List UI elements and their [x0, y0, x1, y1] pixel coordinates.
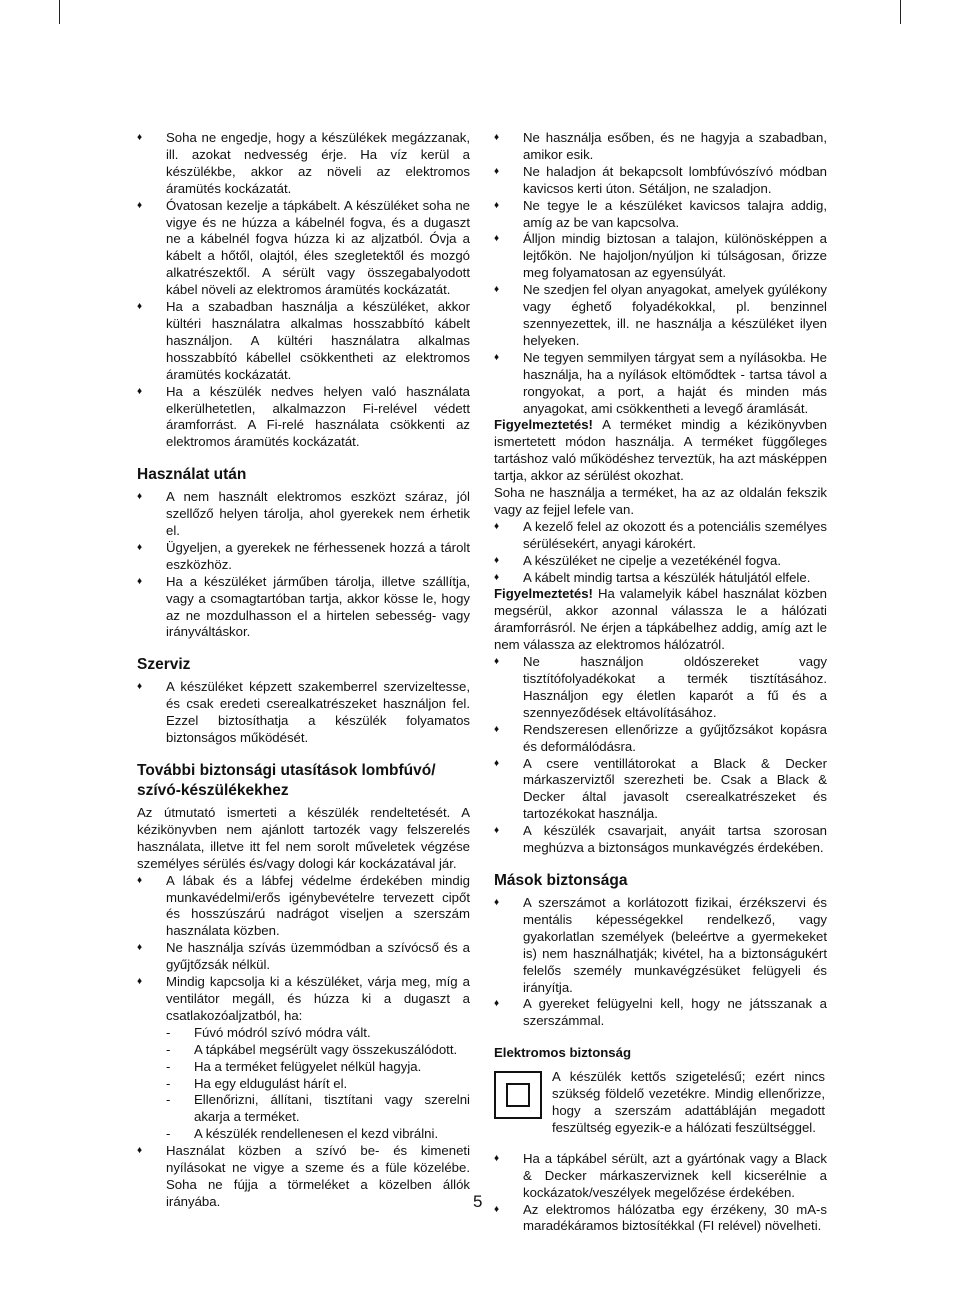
list-item: ♦ Ha a szabadban használja a készüléket, akkor kültéri használatra alkalmas hosszabbító kábelt használjon. A kültéri használatra alkalmas hosszabbító kábellel csökkentheti az elektromos áramütés kockázatát.: [137, 299, 470, 382]
bullet-icon: ♦: [137, 132, 143, 143]
list-item: ♦ Álljon mindig biztosan a talajon, különösképpen a lejtőkön. Ne hajoljon/nyúljon ki túlságosan, őrizze meg folyamatosan az egyensúlyát.: [494, 231, 827, 281]
bullet-icon: ♦: [137, 1145, 143, 1157]
warning-label: Figyelmeztetés!: [494, 586, 593, 602]
list-item: ♦ Óvatosan kezelje a tápkábelt. A készüléket soha ne vigye és ne húzza a kábelnél fogva, és a dugaszt ne a kábelnél fogva húzza ki az aljzatból. Óvja a kábelt a hőtől, olajtól, éles szegletektől és mozgó alkatrészektől. A sérült vagy összegabalyodott kábel növeli az elektromos áramütés kockázatát.: [137, 197, 470, 298]
warning-label: Figyelmeztetés!: [494, 417, 593, 433]
after-use-list: [137, 489, 470, 641]
list-item: ♦ A gyereket felügyelni kell, hogy ne játsszanak a szerszámmal.: [494, 996, 827, 1029]
list-item: ♦ Ne használja szívás üzemmódban a szívócső és a gyűjtőzsák nélkül.: [137, 940, 470, 973]
crop-mark-left: [59, 0, 60, 24]
dash-marker: -: [166, 1126, 171, 1142]
service-list: [137, 679, 470, 747]
list-item: ♦ Ne haladjon át bekapcsolt lombfúvószívó módban kavicsos kerti úton. Sétáljon, ne szaladjon.: [494, 163, 827, 196]
dash-marker: -: [166, 1058, 171, 1074]
bullet-icon: ♦: [137, 385, 143, 397]
dash-list: [137, 1025, 470, 1143]
list-item: ♦ A készüléket képzett szakemberrel szervizeltesse, és csak eredeti cserealkatrészeket használjon fel. Ezzel biztosíthatja a készülék folyamatos biztonságos működését.: [137, 679, 470, 746]
list-item: ♦ Soha ne engedje, hogy a készülékek megázzanak, ill. azokat nedvesség érje. Ha víz kerül a készülékbe, akkor az növeli az elektromos áramütés kockázatát.: [137, 130, 470, 196]
list-item: ♦ A kábelt mindig tartsa a készülék hátuljától elfele.: [494, 569, 811, 585]
bullet-icon: ♦: [494, 351, 500, 363]
list-item: ♦ Ha a tápkábel sérült, azt a gyártónak vagy a Black & Decker márkaszerviznek kell kicserélnie a kockázatok/veszélyek megelőzése érdekében.: [494, 1150, 827, 1200]
heading-others: Mások biztonsága: [494, 871, 628, 889]
double-insulation-inner-square: [506, 1083, 530, 1107]
heading-after-use: Használat után: [137, 466, 247, 484]
warning-paragraph-1: Figyelmeztetés! A terméket mindig a kézikönyvben ismertetett módon használja. A terméket függőleges tartáshoz való működéshez terveztük, ha azt másképpen tartja, akkor az sérülést okozhat.: [494, 417, 827, 484]
list-item: ♦ A kezelő felel az okozott és a potenciális személyes sérülésekért, anyagi károkért.: [494, 518, 827, 551]
bullet-icon: ♦: [494, 165, 500, 177]
bullet-icon: ♦: [137, 301, 143, 313]
list-item: ♦ A lábak és a lábfej védelme érdekében mindig munkavédelmi/erős igénybevételre tervezett cipőt és hosszúszárú nadrágot viseljen a szerszám használata közben.: [137, 872, 470, 939]
list-item: ♦ Ne használjon oldószereket vagy tisztítófolyadékokat a termék tisztításához. Használjon egy életlen kaparót a fű és a szennyeződések eltávolításához.: [494, 654, 827, 720]
list-item: ♦ Használat közben a szívó be- és kimeneti nyílásokat ne vigye a szeme és a füle közelébe. Soha ne fújja a törmeléket a közelben állók irányába.: [137, 1143, 470, 1209]
bullet-icon: ♦: [494, 998, 500, 1010]
additional-intro: Az útmutató ismerteti a készülék rendeltetését. A kézikönyvben nem ajánlott tartozék vagy felszerelés használata, illetve itt fel nem sorolt műveletek végzése személyes sérülés és/vagy dologi kár kockázatával jár.: [137, 805, 470, 871]
dash-item: - Ellenőrizni, állítani, tisztítani vagy szerelni akarja a terméket.: [166, 1092, 470, 1125]
left-column: [137, 130, 470, 1211]
bullet-icon: ♦: [137, 541, 143, 553]
heading-additional: További biztonsági utasítások lombfúvó/ szívó-készülékekhez: [137, 762, 436, 799]
bullet-icon: ♦: [494, 554, 500, 566]
electric-list: [494, 1151, 827, 1236]
others-list: [494, 895, 827, 1030]
bullet-icon: ♦: [137, 199, 143, 211]
list-item: ♦ Rendszeresen ellenőrizze a gyűjtőzsákot kopásra és deformálódásra.: [494, 721, 827, 754]
bullet-icon: ♦: [137, 575, 143, 587]
dash-item: - A készülék rendellenesen el kezd vibrálni.: [166, 1126, 439, 1142]
bullet-icon: ♦: [494, 571, 500, 583]
list-item: ♦ A szerszámot a korlátozott fizikai, érzékszervi és mentális képességekkel rendelkező, vagy gyakorlatlan személyek (beleértve a gyermekeket is) nem használhatják; kivétel, ha a biztonságukért felelős személy munkavégzésüket felügyeli és irányítja.: [494, 894, 827, 995]
bullet-icon: ♦: [137, 874, 143, 886]
bullet-icon: ♦: [137, 976, 143, 988]
bullet-icon: ♦: [494, 199, 500, 211]
dash-item: - Ha egy eldugulást hárít el.: [166, 1075, 348, 1091]
bullet-icon: ♦: [494, 132, 500, 143]
double-insulation-icon: [494, 1071, 542, 1119]
dash-item: - Ha a terméket felügyelet nélkül hagyja.: [166, 1058, 422, 1074]
bullet-icon: ♦: [494, 656, 500, 668]
dash-marker: -: [166, 1041, 171, 1057]
list-item: ♦ Mindig kapcsolja ki a készüléket, várja meg, míg a ventilátor megáll, és húzza ki a dugaszt a csatlakozóaljzatból, ha:: [137, 974, 470, 1023]
bullet-icon: ♦: [494, 1152, 500, 1164]
list-item: ♦ Ne tegyen semmilyen tárgyat sem a nyílásokba. He használja, ha a nyílások eltömődtek - tartsa távol a rongyokat, a port, a haját és minden más anyagokat, ami csökkentheti a levegő áramlását.: [494, 349, 827, 416]
dash-marker: -: [166, 1024, 171, 1040]
bullet-icon: ♦: [494, 233, 500, 245]
warning-paragraph-2: Figyelmeztetés! Ha valamelyik kábel használat közben megsérül, akkor azonnal válassza le a hálózati áramforrásról. Ne érjen a tápkábelhez addig, amíg azt le nem válassza az elektromos hálózatról.: [494, 586, 827, 653]
list-item: ♦ Ne használja esőben, és ne hagyja a szabadban, amikor esik.: [494, 130, 827, 162]
bullet-icon: ♦: [494, 896, 500, 908]
list-item: ♦ Ha a készülék nedves helyen való használata elkerülhetetlen, alkalmazzon Fi-relével védett áramforrást. A Fi-relé használata csökkenti az elektromos áramütés kockázatát.: [137, 383, 470, 450]
list-item: ♦ Ne szedjen fel olyan anyagokat, amelyek gyúlékony vagy éghető folyadékokkal, pl. benzinnel szennyezettek, ill. ne használja a készüléket ilyen helyeken.: [494, 282, 827, 348]
bullet-icon: ♦: [494, 284, 500, 296]
bullet-icon: ♦: [494, 520, 500, 532]
crop-mark-right: [900, 0, 901, 24]
right-items-c: [494, 654, 827, 857]
list-item: ♦ Ügyeljen, a gyerekek ne férhessenek hozzá a tárolt eszközhöz.: [137, 539, 470, 572]
dash-marker: -: [166, 1092, 171, 1108]
dash-marker: -: [166, 1075, 171, 1091]
dash-item: - A tápkábel megsérült vagy összekuszálódott.: [166, 1041, 458, 1057]
list-item: ♦ A készüléket ne cipelje a vezetékénél fogva.: [494, 552, 782, 568]
additional-list: [137, 873, 470, 1025]
right-column: [494, 130, 827, 1235]
list-item: ♦ A csere ventillátorokat a Black & Decker márkaszerviztől szerezheti be. Csak a Black & Decker által javasolt cserealkatrészeket és tartozékokat használja.: [494, 755, 827, 822]
side-paragraph: Soha ne használja a terméket, ha az az oldalán fekszik vagy az fejjel lefele van.: [494, 485, 827, 517]
bullet-icon: ♦: [137, 681, 143, 693]
bullet-icon: ♦: [494, 757, 500, 769]
dash-item: - Fúvó módról szívó módra vált.: [166, 1024, 371, 1040]
list-item: ♦ Ha a készüléket járműben tárolja, illetve szállítja, vagy a csomagtartóban tartja, akkor kösse le, hogy az ne mozdulhasson el a hirtelen sebesség- vagy irányváltáskor.: [137, 573, 470, 640]
list-item: ♦ A nem használt elektromos eszközt száraz, jól szellőző helyen tárolja, ahol gyerekek nem érhetik el.: [137, 489, 470, 539]
right-items-a: [494, 130, 827, 417]
page-number: 5: [473, 1192, 483, 1211]
bullet-icon: ♦: [137, 942, 143, 954]
heading-service: Szerviz: [137, 656, 191, 674]
bullet-icon: ♦: [494, 825, 500, 837]
bullet-icon: ♦: [494, 1203, 500, 1215]
bullet-icon: ♦: [494, 723, 500, 735]
electric-safety-row: [494, 1069, 827, 1137]
list-item: ♦ Az elektromos hálózatba egy érzékeny, 30 mA-s maradékáramos biztosítékkal (FI relével) növelheti.: [494, 1201, 827, 1234]
list-item: ♦ A készülék csavarjait, anyáit tartsa szorosan meghúzva a biztonságos munkavégzés érdekében.: [494, 823, 827, 856]
left-items-a: [137, 130, 470, 451]
heading-electric: Elektromos biztonság: [494, 1045, 632, 1061]
bullet-icon: ♦: [137, 491, 143, 503]
electric-safety-text: A készülék kettős szigetelésű; ezért nincs szükség földelő vezetékre. Mindig ellenőrizze, hogy a szerszám adattábláján megadott feszültség egyezik-e a hálózati feszültséggel.: [552, 1069, 825, 1135]
list-item: ♦ Ne tegye le a készüléket kavicsos talajra addig, amíg az be van kapcsolva.: [494, 197, 827, 230]
right-items-b: [494, 519, 827, 587]
